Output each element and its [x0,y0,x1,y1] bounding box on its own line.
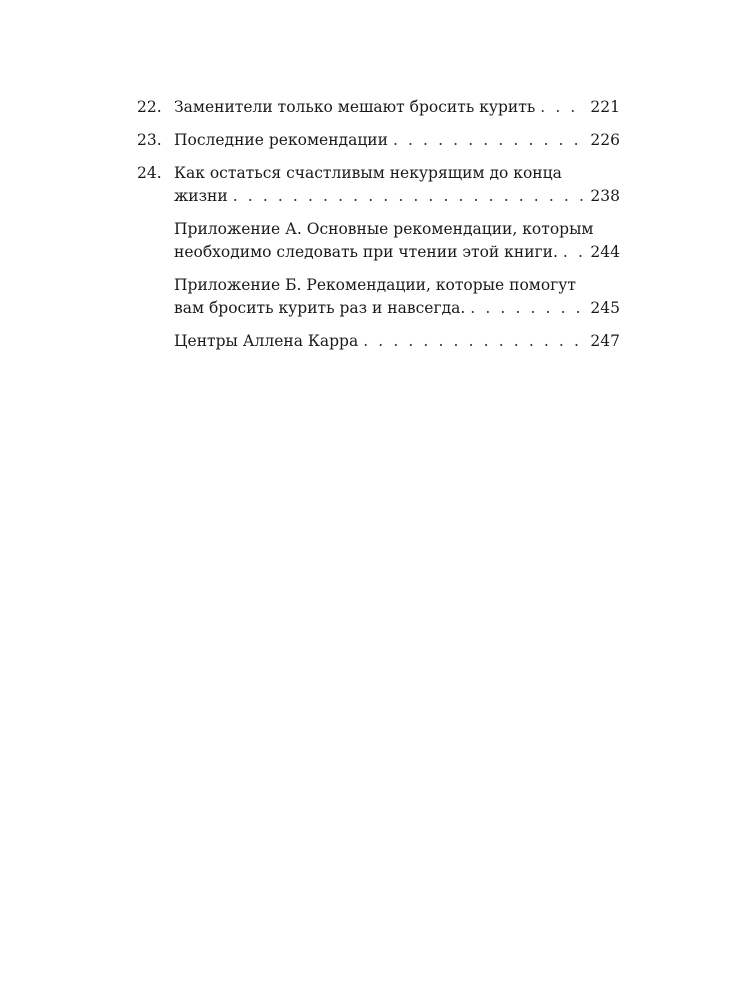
page-number: 244 [590,243,620,261]
appendix-title-continued: вам бросить курить раз и навсегда. [174,299,466,317]
dot-leader [393,129,584,152]
page-number: 221 [590,98,620,116]
chapter-title-continued: жизни [174,187,228,205]
page-number: 247 [590,332,620,350]
page-number: 245 [590,299,620,317]
appendix-title-line: Приложение Б. Рекомендации, которые помогут [174,276,576,294]
dot-leader [563,241,584,264]
chapter-number: 24. [137,164,162,182]
toc-entry-body [174,274,620,320]
toc-entry-body [174,129,620,152]
toc-entry-23 [137,129,620,152]
chapter-title-line: Как остаться счастливым некурящим до конца [174,164,562,182]
toc-entry-24 [137,162,620,208]
dot-leader [470,297,584,320]
chapter-number: 23. [137,131,162,149]
table-of-contents [137,96,620,363]
toc-entry-line [174,185,620,208]
toc-entry-body [174,96,620,119]
toc-entry-line [174,96,620,119]
dot-leader [363,330,584,353]
toc-entry-line [174,241,620,264]
dot-leader [540,96,584,119]
toc-entry-line [174,129,620,152]
page-number: 238 [590,187,620,205]
toc-entry-line [174,330,620,353]
toc-entry-body [174,330,620,353]
section-title: Центры Аллена Карра [174,332,359,350]
dot-leader [233,185,585,208]
appendix-title-line: Приложение А. Основные рекомендации, которым [174,220,594,238]
chapter-number: 22. [137,98,162,116]
page-number: 226 [590,131,620,149]
toc-entry-centers [137,330,620,353]
chapter-title: Последние рекомендации [174,131,388,149]
toc-entry-body [174,218,620,264]
toc-entry-line [174,297,620,320]
toc-entry-appendix-b [137,274,620,320]
chapter-title: Заменители только мешают бросить курить [174,98,536,116]
toc-entry-22 [137,96,620,119]
toc-entry-body [174,162,620,208]
toc-entry-appendix-a [137,218,620,264]
appendix-title-continued: необходимо следовать при чтении этой книги. [174,243,558,261]
